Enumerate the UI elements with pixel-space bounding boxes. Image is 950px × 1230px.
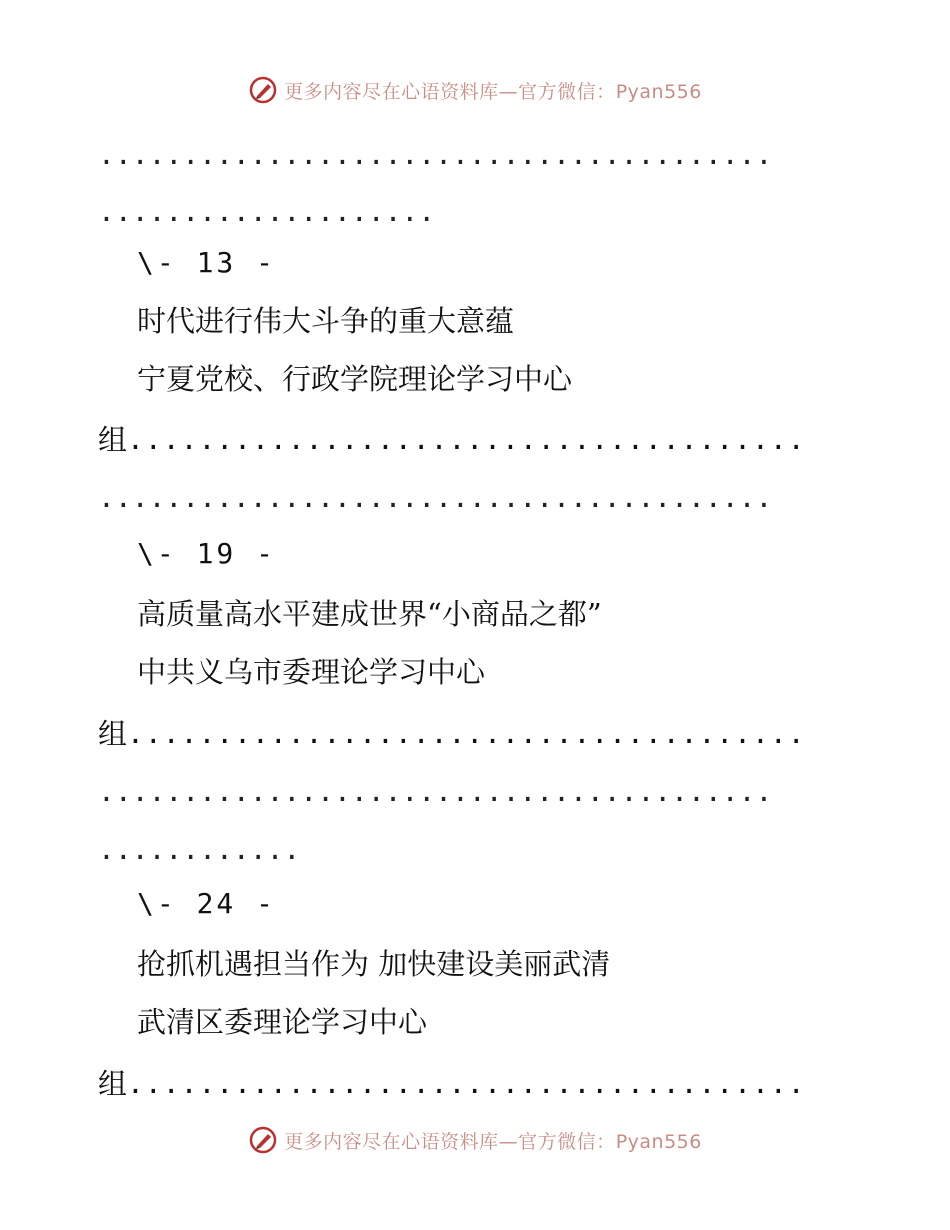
toc-dots-line: ........................................ <box>98 775 773 808</box>
header-banner-account: Pyan556 <box>615 80 702 103</box>
header-banner-main: 更多内容尽在心语资料库 <box>284 80 499 103</box>
toc-entry-tail: 组 <box>98 1067 128 1101</box>
pen-logo-icon <box>248 1125 278 1155</box>
footer-banner-sep: — <box>498 1130 519 1153</box>
toc-dots-fill: ...................................... <box>127 423 806 456</box>
toc-page-number: \- 24 - <box>137 887 277 920</box>
toc-dots-fill: ...................................... <box>127 1067 806 1100</box>
footer-banner-official: 官方微信： <box>518 1130 616 1153</box>
footer-banner-main: 更多内容尽在心语资料库 <box>284 1130 499 1153</box>
header-banner-sep: — <box>498 80 519 103</box>
header-banner-official: 官方微信： <box>518 80 616 103</box>
toc-entry-title: 高质量高水平建成世界“小商品之都” <box>137 597 602 631</box>
toc-entry-tail: 组 <box>98 423 128 457</box>
toc-dots-line: .................... <box>98 195 436 228</box>
toc-entry-title: 抢抓机遇担当作为 加快建设美丽武清 <box>137 947 611 981</box>
toc-page-number: \- 13 - <box>137 246 277 279</box>
header-banner-text <box>284 77 702 104</box>
toc-entry-tail: 组 <box>98 717 128 751</box>
toc-entry-title: 时代进行伟大斗争的重大意蕴 <box>137 304 515 338</box>
toc-entry-tail-line <box>98 420 806 460</box>
toc-dots-line: ........................................ <box>98 138 773 171</box>
toc-entry-tail-line <box>98 714 806 754</box>
pen-logo-icon <box>248 75 278 105</box>
footer-banner-text <box>284 1127 702 1154</box>
toc-entry-author: 中共义乌市委理论学习中心 <box>137 655 486 689</box>
toc-entry-author: 武清区委理论学习中心 <box>137 1005 428 1039</box>
toc-entry-tail-line <box>98 1064 806 1104</box>
toc-entry-author: 宁夏党校、行政学院理论学习中心 <box>137 362 573 396</box>
toc-dots-fill: ...................................... <box>127 717 806 750</box>
toc-page-number: \- 19 - <box>137 537 277 570</box>
footer-banner-account: Pyan556 <box>615 1130 702 1153</box>
footer-banner <box>0 1120 950 1160</box>
toc-dots-line: ........................................ <box>98 481 773 514</box>
toc-dots-line: ............ <box>98 833 301 866</box>
header-banner <box>0 70 950 110</box>
